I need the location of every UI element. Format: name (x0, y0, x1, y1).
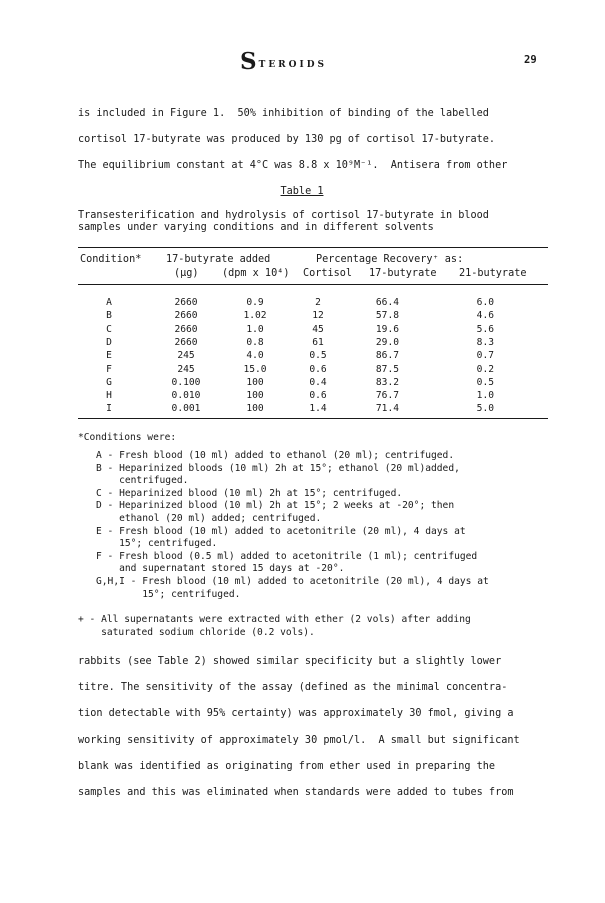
cell-17-butyrate: 19.6 (375, 323, 399, 335)
body-line: tion detectable with 95% certainty) was approximately 30 fmol, giving a (78, 708, 514, 720)
cell-condition: I (106, 403, 112, 415)
cell-ug: 2660 (174, 310, 198, 322)
col-header-17-butyrate: 17-butyrate (369, 268, 437, 279)
cell-21-butyrate: 0.5 (476, 376, 494, 388)
conditions-title: *Conditions were: (78, 432, 177, 443)
cell-ug: 245 (177, 350, 195, 362)
condition-note-line: ethanol (20 ml) added; centrifuged. (96, 513, 322, 524)
cell-ug: 0.010 (171, 390, 201, 402)
cell-condition: C (106, 323, 112, 335)
cell-cortisol: 0.6 (309, 363, 327, 375)
supernatant-note-line: + - All supernatants were extracted with ether (2 vols) after adding (78, 614, 471, 625)
cell-condition: G (106, 376, 112, 388)
table-caption-line: Transesterification and hydrolysis of cortisol 17-butyrate in blood (78, 210, 489, 221)
cell-17-butyrate: 87.5 (375, 363, 399, 375)
cell-21-butyrate: 8.3 (476, 336, 494, 348)
condition-note-line: centrifuged. (96, 475, 189, 487)
body-line: cortisol 17-butyrate was produced by 130 pg of cortisol 17-butyrate. (78, 134, 496, 145)
condition-note-line: 15°; centrifuged. (96, 588, 241, 600)
cell-21-butyrate: 0.2 (476, 363, 494, 375)
cell-21-butyrate: 5.6 (476, 323, 494, 335)
col-header-ug: (µg) (174, 268, 199, 279)
condition-note-line: F - Fresh blood (0.5 ml) added to acetonitrile (1 ml); centrifuged (96, 550, 478, 562)
body-line: The equilibrium constant at 4°C was 8.8 x 10⁹M⁻¹. Antisera from other (78, 160, 508, 171)
cell-condition: B (106, 310, 112, 322)
cell-dpm: 0.9 (246, 297, 264, 308)
table-label: Table 1 (280, 186, 324, 197)
body-line: rabbits (see Table 2) showed similar specificity but a slightly lower (78, 656, 502, 667)
cell-cortisol: 1.4 (309, 403, 327, 415)
condition-note-line: 15°; centrifuged. (96, 538, 218, 550)
cell-21-butyrate: 6.0 (476, 297, 494, 308)
journal-title (240, 48, 327, 75)
cell-condition: F (106, 363, 112, 375)
col-header-dpm: (dpm x 10⁴) (222, 268, 290, 279)
cell-17-butyrate: 71.4 (375, 403, 399, 415)
cell-dpm: 4.0 (246, 350, 264, 362)
cell-ug: 0.001 (171, 403, 201, 415)
table-rule-bottom (78, 418, 548, 419)
cell-ug: 2660 (174, 336, 198, 348)
col-header-21-butyrate: 21-butyrate (459, 268, 527, 279)
cell-dpm: 1.0 (246, 323, 264, 335)
table-rule-mid (78, 284, 548, 285)
cell-ug: 245 (177, 363, 195, 375)
cell-cortisol: 61 (312, 336, 324, 348)
cell-condition: A (106, 297, 112, 308)
condition-note-line: B - Heparinized bloods (10 ml) 2h at 15°; ethanol (20 ml)added, (96, 462, 460, 474)
col-header-added: 17-butyrate added (166, 254, 271, 265)
cell-cortisol: 45 (312, 323, 324, 335)
body-line: is included in Figure 1. 50% inhibition of binding of the labelled (78, 108, 489, 119)
cell-ug: 0.100 (171, 376, 201, 388)
page-number: 29 (524, 54, 537, 66)
cell-cortisol: 12 (312, 310, 324, 322)
body-line: blank was identified as originating from ether used in preparing the (78, 760, 496, 772)
cell-condition: H (106, 390, 112, 402)
cell-cortisol: 0.5 (309, 350, 327, 362)
cell-dpm: 100 (246, 376, 264, 388)
cell-ug: 2660 (174, 297, 198, 308)
cell-dpm: 100 (246, 403, 264, 415)
body-line: titre. The sensitivity of the assay (defined as the minimal concentra- (78, 682, 508, 694)
cell-21-butyrate: 1.0 (476, 390, 494, 402)
cell-cortisol: 0.4 (309, 376, 327, 388)
cell-dpm: 100 (246, 390, 264, 402)
col-header-recovery: Percentage Recovery⁺ as: (316, 254, 464, 265)
cell-condition: D (106, 336, 112, 348)
cell-17-butyrate: 66.4 (375, 297, 399, 308)
cell-dpm: 1.02 (243, 310, 267, 322)
table-rule-top (78, 247, 548, 248)
condition-note-line: A - Fresh blood (10 ml) added to ethanol (20 ml); centrifuged. (96, 450, 455, 461)
cell-21-butyrate: 0.7 (476, 350, 494, 362)
condition-note-line: C - Heparinized blood (10 ml) 2h at 15°; centrifuged. (96, 487, 403, 499)
cell-dpm: 15.0 (243, 363, 267, 375)
condition-note-line: G,H,I - Fresh blood (10 ml) added to acetonitrile (20 ml), 4 days at (96, 576, 489, 587)
body-line: samples and this was eliminated when standards were added to tubes from (78, 787, 514, 798)
cell-cortisol: 0.6 (309, 390, 327, 402)
cell-cortisol: 2 (315, 297, 321, 308)
cell-21-butyrate: 4.6 (476, 310, 494, 322)
cell-17-butyrate: 83.2 (375, 376, 399, 388)
supernatant-note-line: saturated sodium chloride (0.2 vols). (78, 627, 315, 638)
table-caption-line: samples under varying conditions and in different solvents (78, 222, 434, 233)
cell-condition: E (106, 350, 112, 362)
cell-17-butyrate: 57.8 (375, 310, 399, 322)
cell-17-butyrate: 86.7 (375, 350, 399, 362)
body-line: working sensitivity of approximately 30 pmol/l. A small but significant (78, 734, 520, 746)
condition-note-line: D - Heparinized blood (10 ml) 2h at 15°; 2 weeks at -20°; then (96, 500, 455, 512)
col-header-cortisol: Cortisol (303, 268, 353, 279)
cell-17-butyrate: 76.7 (375, 390, 399, 402)
cell-ug: 2660 (174, 323, 198, 335)
cell-21-butyrate: 5.0 (476, 403, 494, 415)
col-header-condition: Condition* (80, 254, 142, 265)
cell-dpm: 0.8 (246, 336, 264, 348)
journal-title-text: STEROIDS (240, 48, 328, 75)
cell-17-butyrate: 29.0 (375, 336, 399, 348)
condition-note-line: and supernatant stored 15 days at -20°. (96, 563, 345, 575)
condition-note-line: E - Fresh blood (10 ml) added to acetonitrile (20 ml), 4 days at (96, 525, 466, 537)
